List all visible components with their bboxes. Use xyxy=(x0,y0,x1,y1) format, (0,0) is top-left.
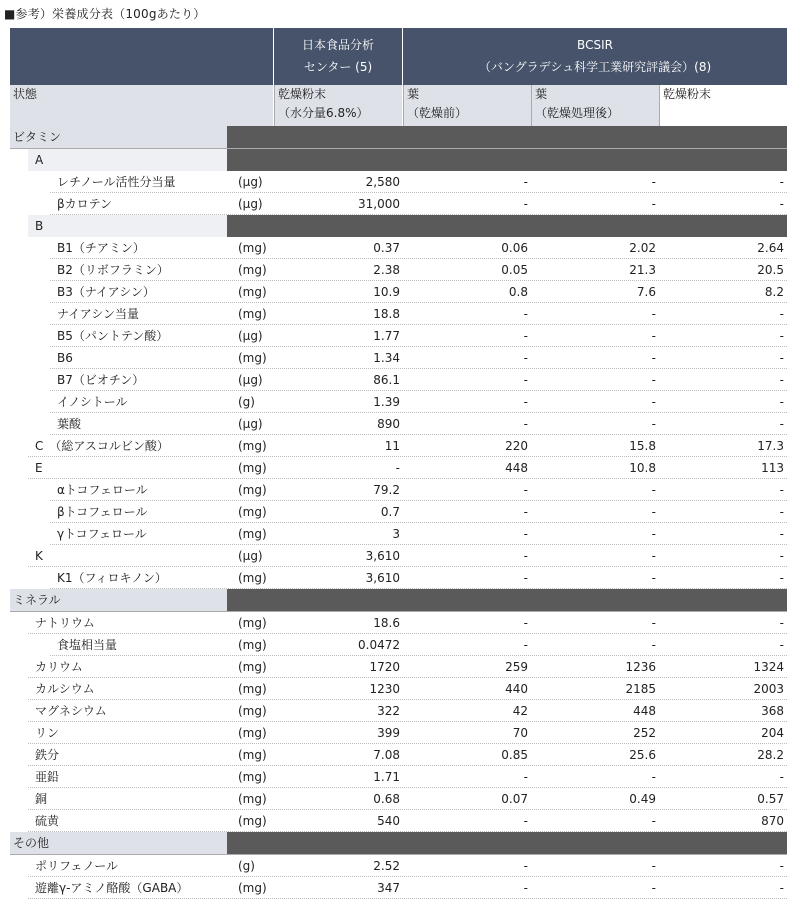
table-row xyxy=(10,171,787,193)
value-bcsir-leaf-dried: - xyxy=(651,329,656,343)
state-b1-line2: （乾燥前） xyxy=(407,106,468,120)
row-label: カリウム xyxy=(35,660,83,674)
value-bcsir-powder: - xyxy=(779,175,784,189)
row-label: レチノール活性分当量 xyxy=(57,175,176,189)
row-label: ナイアシン当量 xyxy=(57,307,140,321)
state-bcsir-leaf-fresh-cell xyxy=(403,85,531,126)
value-bcsir-leaf-dried: 21.3 xyxy=(629,263,656,277)
row-label: γトコフェロール xyxy=(57,527,147,541)
header-blank-cell xyxy=(10,28,273,85)
row-unit: (mg) xyxy=(238,660,267,674)
value-jp-powder: 322 xyxy=(377,704,400,718)
value-bcsir-powder: - xyxy=(779,307,784,321)
row-unit: (mg) xyxy=(238,241,267,255)
row-unit: (mg) xyxy=(238,726,267,740)
table-row xyxy=(10,545,787,567)
table-row xyxy=(10,612,787,634)
table-row xyxy=(10,391,787,413)
value-bcsir-powder: - xyxy=(779,549,784,563)
row-unit: (mg) xyxy=(238,351,267,365)
value-bcsir-powder: 1324 xyxy=(753,660,784,674)
row-unit: (g) xyxy=(238,395,255,409)
row-label: B3（ナイアシン） xyxy=(57,285,155,299)
row-unit: (mg) xyxy=(238,505,267,519)
row-unit: (mg) xyxy=(238,792,267,806)
value-bcsir-leaf-dried: 2185 xyxy=(625,682,656,696)
state-bcsir-powder-cell xyxy=(659,85,787,126)
value-bcsir-powder: - xyxy=(779,638,784,652)
row-label: A xyxy=(35,153,44,167)
value-jp-powder: 0.7 xyxy=(380,505,400,519)
table-row xyxy=(10,281,787,303)
value-jp-powder: 18.6 xyxy=(373,616,400,630)
value-jp-powder: 347 xyxy=(377,881,400,895)
header-jp-line1: 日本食品分析 xyxy=(301,38,374,52)
row-label: 亜鉛 xyxy=(35,770,60,784)
value-bcsir-leaf-fresh: - xyxy=(523,814,528,828)
header-jp-line2: センター (5) xyxy=(303,60,373,74)
table-row xyxy=(10,501,787,523)
table-row xyxy=(10,303,787,325)
row-unit: (mg) xyxy=(238,881,267,895)
value-bcsir-powder: 17.3 xyxy=(757,439,784,453)
value-bcsir-powder: - xyxy=(779,329,784,343)
value-bcsir-leaf-fresh: - xyxy=(523,417,528,431)
state-b1-line1: 葉 xyxy=(407,87,420,101)
value-bcsir-leaf-dried: 252 xyxy=(633,726,656,740)
value-bcsir-leaf-dried: - xyxy=(651,571,656,585)
value-jp-powder: 1.77 xyxy=(373,329,400,343)
value-bcsir-leaf-fresh: - xyxy=(523,881,528,895)
value-jp-powder: 11 xyxy=(384,439,400,453)
value-bcsir-leaf-dried: 0.49 xyxy=(629,792,656,806)
table-row xyxy=(10,347,787,369)
value-bcsir-powder: - xyxy=(779,881,784,895)
value-bcsir-leaf-fresh: - xyxy=(523,859,528,873)
value-bcsir-powder: - xyxy=(779,859,784,873)
value-bcsir-leaf-dried: 448 xyxy=(633,704,656,718)
value-bcsir-leaf-fresh: - xyxy=(523,329,528,343)
value-bcsir-leaf-fresh: - xyxy=(523,527,528,541)
row-label: ビタミン xyxy=(13,130,62,144)
table-row xyxy=(10,479,787,501)
group-row xyxy=(10,215,787,237)
value-bcsir-powder: - xyxy=(779,571,784,585)
value-bcsir-leaf-dried: - xyxy=(651,770,656,784)
value-bcsir-powder: - xyxy=(779,197,784,211)
header-bcsir-line1: BCSIR xyxy=(577,38,613,52)
value-bcsir-leaf-fresh: 42 xyxy=(512,704,528,718)
row-unit: (μg) xyxy=(238,549,263,563)
row-label: リン xyxy=(35,726,60,740)
value-jp-powder: 1.34 xyxy=(373,351,400,365)
table-row xyxy=(10,369,787,391)
value-bcsir-leaf-fresh: 0.8 xyxy=(508,285,528,299)
value-jp-powder: 0.37 xyxy=(373,241,400,255)
value-bcsir-leaf-fresh: 0.05 xyxy=(501,263,528,277)
row-label: 葉酸 xyxy=(57,417,82,431)
value-bcsir-powder: - xyxy=(779,483,784,497)
row-label: B1（チアミン） xyxy=(57,241,145,255)
value-bcsir-powder: 8.2 xyxy=(764,285,784,299)
table-row xyxy=(10,435,787,457)
value-bcsir-leaf-fresh: - xyxy=(523,616,528,630)
value-bcsir-powder: 20.5 xyxy=(757,263,784,277)
value-bcsir-leaf-dried: - xyxy=(651,859,656,873)
value-jp-powder: 2.52 xyxy=(373,859,400,873)
value-bcsir-leaf-dried: - xyxy=(651,417,656,431)
table-row xyxy=(10,855,787,877)
state-bcsir-leaf-dried-cell xyxy=(531,85,659,126)
value-jp-powder: 1720 xyxy=(369,660,400,674)
state-b3-line1: 乾燥粉末 xyxy=(663,87,712,101)
value-bcsir-powder: 204 xyxy=(761,726,784,740)
row-unit: (mg) xyxy=(238,527,267,541)
row-label: ナトリウム xyxy=(35,616,95,630)
value-jp-powder: 18.8 xyxy=(373,307,400,321)
value-bcsir-leaf-fresh: 0.06 xyxy=(501,241,528,255)
value-jp-powder: 2.38 xyxy=(373,263,400,277)
row-label: 遊離γ-アミノ酪酸（GABA） xyxy=(35,881,189,895)
row-unit: (mg) xyxy=(238,263,267,277)
value-jp-powder: 3,610 xyxy=(365,549,400,563)
row-label: 銅 xyxy=(35,792,48,806)
row-label: 硫黄 xyxy=(35,814,60,828)
value-jp-powder: 540 xyxy=(377,814,400,828)
row-unit: (μg) xyxy=(238,197,263,211)
row-label: αトコフェロール xyxy=(57,483,148,497)
value-jp-powder: 1.71 xyxy=(373,770,400,784)
value-bcsir-leaf-fresh: - xyxy=(523,351,528,365)
value-bcsir-leaf-fresh: - xyxy=(523,175,528,189)
value-bcsir-leaf-fresh: - xyxy=(523,571,528,585)
row-unit: (mg) xyxy=(238,704,267,718)
value-bcsir-leaf-dried: - xyxy=(651,373,656,387)
value-bcsir-powder: - xyxy=(779,373,784,387)
table-row xyxy=(10,877,787,899)
value-bcsir-leaf-dried: - xyxy=(651,197,656,211)
state-jp-line1: 乾燥粉末 xyxy=(278,87,327,101)
row-unit: (mg) xyxy=(238,814,267,828)
row-unit: (mg) xyxy=(238,439,267,453)
table-row xyxy=(10,656,787,678)
value-bcsir-powder: - xyxy=(779,395,784,409)
value-bcsir-leaf-dried: - xyxy=(651,814,656,828)
value-jp-powder: - xyxy=(395,461,400,475)
state-label: 状態 xyxy=(13,87,38,101)
value-bcsir-leaf-dried: - xyxy=(651,616,656,630)
value-bcsir-powder: - xyxy=(779,417,784,431)
value-bcsir-powder: 0.57 xyxy=(757,792,784,806)
table-row xyxy=(10,766,787,788)
table-caption: ■参考）栄養成分表（100gあたり） xyxy=(4,7,206,21)
row-label: ミネラル xyxy=(13,593,61,607)
row-label: 鉄分 xyxy=(35,748,60,762)
value-bcsir-powder: 113 xyxy=(761,461,784,475)
empty-value-band xyxy=(227,149,787,171)
value-bcsir-leaf-dried: 10.8 xyxy=(629,461,656,475)
table-row xyxy=(10,634,787,656)
value-bcsir-leaf-dried: - xyxy=(651,881,656,895)
value-bcsir-powder: 28.2 xyxy=(757,748,784,762)
table-row xyxy=(10,457,787,479)
value-jp-powder: 31,000 xyxy=(358,197,400,211)
state-row xyxy=(10,85,787,127)
row-unit: (μg) xyxy=(238,417,263,431)
value-bcsir-powder: 2003 xyxy=(753,682,784,696)
row-unit: (g) xyxy=(238,859,255,873)
table-row xyxy=(10,413,787,435)
empty-value-band xyxy=(227,215,787,237)
row-unit: (mg) xyxy=(238,307,267,321)
row-label: ポリフェノール xyxy=(35,859,119,873)
value-bcsir-leaf-dried: - xyxy=(651,175,656,189)
value-bcsir-leaf-fresh: 70 xyxy=(512,726,528,740)
row-label: C （総アスコルビン酸） xyxy=(35,439,169,453)
state-b2-line1: 葉 xyxy=(535,87,548,101)
value-bcsir-leaf-dried: - xyxy=(651,351,656,365)
row-label: βカロテン xyxy=(57,197,113,211)
value-jp-powder: 2,580 xyxy=(365,175,400,189)
table-row xyxy=(10,193,787,215)
row-label: イノシトール xyxy=(57,395,128,409)
empty-value-band xyxy=(227,589,787,611)
value-bcsir-leaf-dried: 2.02 xyxy=(629,241,656,255)
value-jp-powder: 0.0472 xyxy=(358,638,400,652)
row-unit: (mg) xyxy=(238,682,267,696)
row-divider xyxy=(28,898,787,899)
value-bcsir-leaf-fresh: - xyxy=(523,483,528,497)
nutrition-table-body xyxy=(10,126,787,899)
value-jp-powder: 86.1 xyxy=(373,373,400,387)
value-bcsir-powder: - xyxy=(779,527,784,541)
empty-value-band xyxy=(227,832,787,854)
row-label: 食塩相当量 xyxy=(57,638,118,652)
table-row xyxy=(10,567,787,589)
row-label: B6 xyxy=(57,351,73,365)
value-bcsir-leaf-fresh: - xyxy=(523,373,528,387)
value-bcsir-leaf-dried: - xyxy=(651,527,656,541)
value-bcsir-powder: - xyxy=(779,616,784,630)
table-row xyxy=(10,237,787,259)
value-jp-powder: 1230 xyxy=(369,682,400,696)
value-bcsir-leaf-fresh: - xyxy=(523,505,528,519)
table-row xyxy=(10,744,787,766)
value-bcsir-leaf-dried: - xyxy=(651,307,656,321)
table-row xyxy=(10,722,787,744)
table-row xyxy=(10,810,787,832)
value-jp-powder: 3 xyxy=(392,527,400,541)
value-jp-powder: 399 xyxy=(377,726,400,740)
row-label: B7（ビオチン） xyxy=(57,373,145,387)
row-unit: (mg) xyxy=(238,461,267,475)
row-label: K1（フィロキノン） xyxy=(57,571,167,585)
value-bcsir-powder: - xyxy=(779,505,784,519)
value-bcsir-leaf-fresh: 220 xyxy=(505,439,528,453)
value-bcsir-leaf-dried: - xyxy=(651,638,656,652)
value-jp-powder: 890 xyxy=(377,417,400,431)
row-label: その他 xyxy=(13,836,50,850)
value-bcsir-leaf-fresh: 440 xyxy=(505,682,528,696)
row-label: B xyxy=(35,219,44,233)
row-unit: (mg) xyxy=(238,770,267,784)
table-row xyxy=(10,259,787,281)
value-jp-powder: 3,610 xyxy=(365,571,400,585)
value-bcsir-powder: 870 xyxy=(761,814,784,828)
row-unit: (μg) xyxy=(238,175,263,189)
row-label: βトコフェロール xyxy=(57,505,148,519)
row-label: E xyxy=(35,461,43,475)
value-bcsir-leaf-dried: 25.6 xyxy=(629,748,656,762)
value-bcsir-powder: 2.64 xyxy=(757,241,784,255)
value-bcsir-leaf-dried: 7.6 xyxy=(636,285,656,299)
row-unit: (mg) xyxy=(238,483,267,497)
value-bcsir-leaf-fresh: 448 xyxy=(505,461,528,475)
value-bcsir-leaf-fresh: - xyxy=(523,638,528,652)
value-bcsir-powder: 368 xyxy=(761,704,784,718)
row-unit: (mg) xyxy=(238,748,267,762)
table-header xyxy=(10,28,787,85)
table-row xyxy=(10,788,787,810)
header-bcsir xyxy=(403,28,787,85)
value-bcsir-leaf-dried: - xyxy=(651,549,656,563)
row-label: K xyxy=(35,549,43,563)
table-row xyxy=(10,700,787,722)
state-b2-line2: （乾燥処理後） xyxy=(535,106,620,120)
value-bcsir-leaf-fresh: - xyxy=(523,770,528,784)
value-jp-powder: 79.2 xyxy=(373,483,400,497)
value-bcsir-leaf-dried: - xyxy=(651,395,656,409)
value-bcsir-leaf-fresh: 0.85 xyxy=(501,748,528,762)
table-row xyxy=(10,325,787,347)
value-bcsir-leaf-fresh: 0.07 xyxy=(501,792,528,806)
section-row xyxy=(10,832,787,855)
row-label: B5（パントテン酸） xyxy=(57,329,169,343)
value-bcsir-leaf-fresh: 259 xyxy=(505,660,528,674)
header-bcsir-line2: （バングラデシュ科学工業研究評議会）(8) xyxy=(478,60,712,74)
section-row xyxy=(10,126,787,149)
row-unit: (μg) xyxy=(238,373,263,387)
row-unit: (mg) xyxy=(238,285,267,299)
value-bcsir-leaf-dried: - xyxy=(651,483,656,497)
row-unit: (mg) xyxy=(238,571,267,585)
row-label: B2（リボフラミン） xyxy=(57,263,169,277)
value-bcsir-leaf-dried: 15.8 xyxy=(629,439,656,453)
value-bcsir-powder: - xyxy=(779,351,784,365)
row-label: マグネシウム xyxy=(35,704,107,718)
row-unit: (μg) xyxy=(238,329,263,343)
value-bcsir-leaf-dried: 1236 xyxy=(625,660,656,674)
value-jp-powder: 7.08 xyxy=(373,748,400,762)
section-row xyxy=(10,589,787,612)
value-jp-powder: 0.68 xyxy=(373,792,400,806)
value-jp-powder: 1.39 xyxy=(373,395,400,409)
table-row xyxy=(10,678,787,700)
value-bcsir-powder: - xyxy=(779,770,784,784)
table-row xyxy=(10,523,787,545)
row-unit: (mg) xyxy=(238,638,267,652)
value-bcsir-leaf-dried: - xyxy=(651,505,656,519)
state-jp-cell xyxy=(274,85,402,126)
row-unit: (mg) xyxy=(238,616,267,630)
value-bcsir-leaf-fresh: - xyxy=(523,395,528,409)
row-label: カルシウム xyxy=(35,682,95,696)
value-bcsir-leaf-fresh: - xyxy=(523,549,528,563)
group-row xyxy=(10,149,787,171)
state-label-cell xyxy=(10,85,273,126)
empty-value-band xyxy=(227,126,787,148)
state-jp-line2: （水分量6.8%） xyxy=(278,106,369,120)
value-bcsir-leaf-fresh: - xyxy=(523,307,528,321)
value-jp-powder: 10.9 xyxy=(373,285,400,299)
value-bcsir-leaf-fresh: - xyxy=(523,197,528,211)
header-jp-center xyxy=(274,28,402,85)
